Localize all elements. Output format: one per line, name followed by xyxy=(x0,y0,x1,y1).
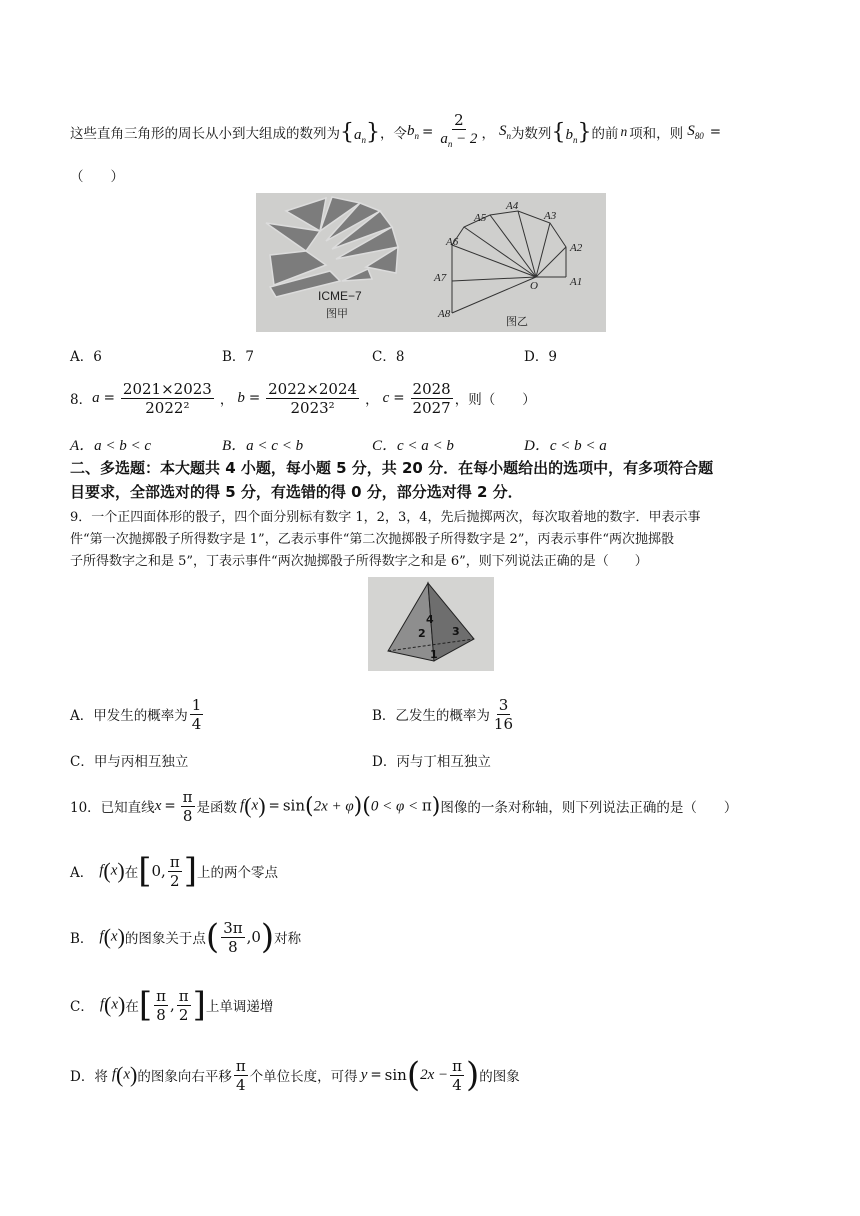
q10-option-c-text2: 上单调递增 xyxy=(205,999,274,1015)
frac-den: 4 xyxy=(235,1075,246,1094)
frac-den: 2 xyxy=(178,1005,189,1024)
frac-den: 8 xyxy=(156,1005,166,1024)
math-sn: $S_n$ xyxy=(498,123,511,141)
q8-stem xyxy=(70,376,536,420)
q8-option-c: C．c < a < b xyxy=(372,438,454,454)
q7-text-f: 项和，则 xyxy=(629,126,684,142)
q10-text-a: 10．已知直线 xyxy=(70,800,155,816)
point-label-a3: A3 xyxy=(544,210,557,222)
paren-right: ) xyxy=(465,1055,480,1095)
math-2x: 2x − xyxy=(420,1066,449,1083)
math-frac-bn xyxy=(438,111,479,153)
math-eq: = xyxy=(103,390,115,406)
math-zero: ,0 xyxy=(246,928,261,946)
q8-option-b: B．a < c < b xyxy=(222,438,304,454)
q10-option-a xyxy=(70,846,278,896)
paren-left: ( xyxy=(205,917,220,957)
q9-option-b-text: B．乙发生的概率为 xyxy=(372,708,490,724)
q9-option-a xyxy=(70,692,205,736)
math-sin-expr: sin(2x + φ)(0 < φ < π) xyxy=(282,793,441,819)
q8-option-d: D．c < b < a xyxy=(524,438,607,454)
q9-option-d: D．丙与丁相互独立 xyxy=(372,754,491,770)
q10-option-d-label: D．将 xyxy=(70,1069,108,1085)
q9-line3: 子所得数字之和是 5”，丁表示事件“两次抛掷骰子所得数字之和是 6”，则下列说法正确的是（ ） xyxy=(70,554,648,569)
q8-number: 8． xyxy=(70,392,93,408)
frac-pi-4 xyxy=(450,1057,464,1094)
q10-option-b-text1: 的图象关于点 xyxy=(124,931,206,947)
q9-option-c: C．甲与丙相互独立 xyxy=(70,754,189,770)
q10-option-b xyxy=(70,912,301,962)
math-sin: sin xyxy=(384,1066,407,1084)
q7-option-d: D．9 xyxy=(524,349,557,365)
fig-right-caption: 图乙 xyxy=(506,315,528,328)
die-face-2: 2 xyxy=(418,627,426,640)
q10-option-a-text1: 在 xyxy=(124,865,139,881)
math-zero: 0, xyxy=(151,862,166,880)
math-bn: $b_n$ xyxy=(407,123,419,141)
q10-text-c: 图像的一条对称轴，则下列说法正确的是（ ） xyxy=(440,800,738,816)
point-label-a1: A1 xyxy=(570,276,583,288)
q10-option-c-text1: 在 xyxy=(125,999,139,1015)
q10-option-a-text2: 上的两个零点 xyxy=(196,865,278,881)
frac-den: 4 xyxy=(191,714,202,733)
math-eq: = xyxy=(422,124,434,140)
q9-option-b-frac xyxy=(492,696,515,733)
q7-text-a: 这些直角三角形的周长从小到大组成的数列为 xyxy=(70,126,340,142)
die-face-1: 1 xyxy=(430,648,438,661)
q9-line1: 9．一个正四面体形的骰子，四个面分别标有数字 1，2，3，4，先后抛掷两次，每次取着地的数字．甲表示事 xyxy=(70,510,701,525)
math-eq2: = xyxy=(709,124,721,140)
math-seq-an: $\{a_n\}$ xyxy=(340,119,380,145)
frac-num: π xyxy=(235,1056,246,1075)
point-label-a2: A2 xyxy=(570,242,583,254)
frac-num: 3π xyxy=(223,918,243,937)
frac-den: 2022² xyxy=(145,398,190,417)
math-fx: f(x) xyxy=(111,1062,138,1087)
bracket-left: [ xyxy=(138,985,153,1025)
frac-3pi-8 xyxy=(221,919,244,956)
q7-blank: （ ） xyxy=(70,169,124,185)
q10-option-d-text1: 的图象向右平移 xyxy=(137,1069,232,1085)
point-label-o: O xyxy=(530,280,538,292)
math-eq: = xyxy=(268,798,280,814)
q10-option-b-label: B． xyxy=(70,931,94,947)
q9-option-a-frac xyxy=(190,696,204,733)
frac-pi-2 xyxy=(168,853,182,890)
bracket-right: ] xyxy=(192,985,206,1025)
bracket-left: [ xyxy=(138,851,152,891)
frac-num: 2 xyxy=(454,111,464,129)
frac-num: 2021×2023 xyxy=(122,379,212,398)
q10-text-b: 是函数 xyxy=(196,800,238,816)
die-face-4: 4 xyxy=(426,613,434,626)
math-x: x xyxy=(154,797,162,814)
math-fx: f(x) xyxy=(240,793,266,818)
q10-option-c-label: C． xyxy=(70,999,94,1015)
math-s80: $S_{80}$ xyxy=(687,123,704,141)
frac-den: 16 xyxy=(493,714,514,733)
q9-option-a-text: A．甲发生的概率为 xyxy=(70,708,188,724)
q8-frac-c xyxy=(411,380,453,417)
q7-figure-photo xyxy=(256,193,606,332)
q7-text-d: 为数列 xyxy=(510,126,552,142)
q7-option-a: A．6 xyxy=(70,349,102,365)
frac-num: π xyxy=(452,1056,462,1075)
point-label-a5: A5 xyxy=(474,212,487,224)
frac-num: π xyxy=(178,986,189,1005)
frac-num: 2028 xyxy=(412,379,451,398)
math-b: b xyxy=(237,389,245,406)
frac-den: 8 xyxy=(228,937,238,956)
fig-left-caption1: ICME−7 xyxy=(318,289,362,303)
q7-text-b: ，令 xyxy=(380,126,407,142)
frac-den: 4 xyxy=(452,1075,462,1094)
bracket-right: ] xyxy=(183,851,197,891)
q9-option-b xyxy=(372,692,517,736)
q8-tail: ，则（ ） xyxy=(454,392,536,408)
frac-num: 1 xyxy=(191,695,202,714)
paren-right: ) xyxy=(260,917,275,957)
math-c: c xyxy=(382,389,390,406)
frac-num: 3 xyxy=(498,695,509,714)
q10-option-d xyxy=(70,1050,520,1100)
frac-pi-4 xyxy=(234,1057,248,1094)
frac-num: π xyxy=(182,787,193,806)
q9-line2: 件“第一次抛掷骰子所得数字是 1”，乙表示事件“第二次抛掷骰子所得数字是 2”，丙表示事件“两次抛掷骰 xyxy=(70,532,675,547)
comma: ， xyxy=(219,392,234,408)
q7-stem-line xyxy=(70,112,721,152)
q7-text-e: 的前 xyxy=(591,126,619,142)
frac-pi-8 xyxy=(181,788,195,825)
q8-option-a: A．a < b < c xyxy=(70,438,152,454)
math-n: n xyxy=(620,124,628,139)
point-label-a7: A7 xyxy=(434,272,447,284)
die-face-3: 3 xyxy=(452,625,460,638)
frac-pi-2 xyxy=(177,987,191,1024)
comma: ， xyxy=(365,392,379,408)
q9-die-photo xyxy=(368,577,494,671)
fig-left-caption2: 图甲 xyxy=(326,307,348,320)
math-a: a xyxy=(92,389,100,406)
math-fx: f(x) xyxy=(99,924,125,949)
frac-den: 2027 xyxy=(412,398,451,417)
q10-option-c xyxy=(70,980,273,1030)
math-fx: f(x) xyxy=(99,992,126,1017)
frac-den: 2023² xyxy=(290,398,335,417)
point-label-a4: A4 xyxy=(506,200,519,212)
q10-option-d-text2: 个单位长度，可得 xyxy=(249,1069,358,1085)
section2-heading-line1: 二、多选题：本大题共 4 小题，每小题 5 分，共 20 分．在每小题给出的选项中，有多项符合题 xyxy=(70,459,714,477)
q8-frac-a xyxy=(121,380,214,417)
math-eq: = xyxy=(248,390,261,406)
q10-option-d-text3: 的图象 xyxy=(479,1069,520,1085)
math-eq: = xyxy=(370,1067,382,1083)
point-label-a8: A8 xyxy=(438,308,451,320)
section2-heading-line2: 目要求，全部选对的得 5 分，有选错的得 0 分，部分选对得 2 分． xyxy=(70,483,523,501)
frac-num: 2022×2024 xyxy=(268,379,358,398)
tetrahedron-die-svg xyxy=(368,577,494,671)
q7-figure-svg xyxy=(256,193,606,332)
q7-option-c: C．8 xyxy=(372,349,405,365)
math-eq: = xyxy=(164,798,176,814)
frac-num: π xyxy=(156,986,166,1005)
q10-stem xyxy=(70,784,737,828)
comma: , xyxy=(169,996,175,1014)
q8-frac-b xyxy=(266,380,359,417)
q7-text-c: ， xyxy=(481,126,495,142)
point-label-a6: A6 xyxy=(446,236,459,248)
q10-option-a-label: A． xyxy=(70,865,94,881)
math-eq: = xyxy=(393,390,405,406)
paren-left: ( xyxy=(406,1055,421,1095)
math-fx: f(x) xyxy=(99,858,125,883)
frac-den: 8 xyxy=(182,806,193,825)
math-seq-bn: $\{b_n\}$ xyxy=(551,119,592,145)
q10-option-b-text2: 对称 xyxy=(274,931,302,947)
math-y: y xyxy=(360,1066,368,1083)
frac-num: π xyxy=(169,852,180,871)
frac-den: 2 xyxy=(169,871,180,890)
frac-den: $a_n - 2$ xyxy=(440,131,478,149)
q7-option-b: B．7 xyxy=(222,349,255,365)
frac-pi-8 xyxy=(154,987,168,1024)
